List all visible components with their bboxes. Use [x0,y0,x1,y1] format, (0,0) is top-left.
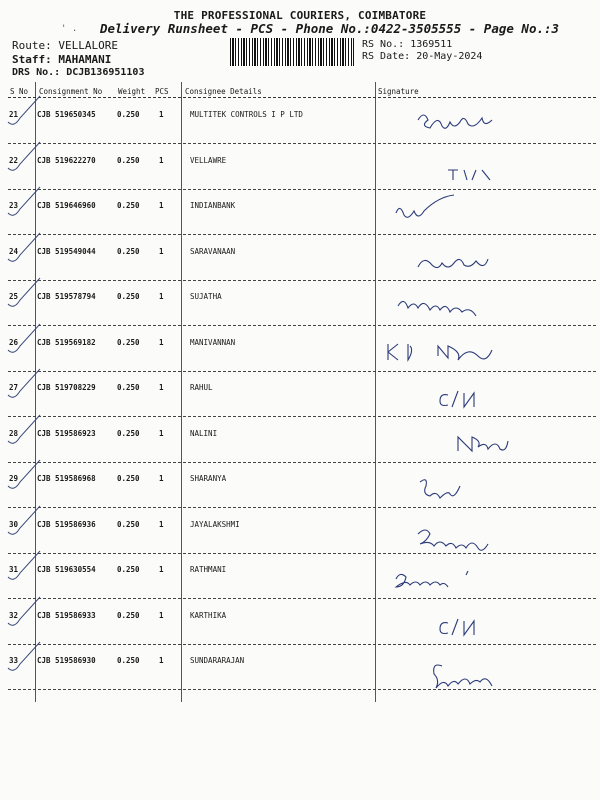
row-consignee: JAYALAKSHMI [190,519,240,529]
rs-date-label: RS Date: [362,51,411,62]
header-signature: Signature [378,87,419,96]
header-pcs: PCS [155,87,169,96]
row-consignment-no: CJB 519622270 [37,155,96,165]
row-weight: 0.250 [117,565,140,574]
staff-value: MAHAMANI [58,53,112,66]
row-weight: 0.250 [117,519,140,529]
row-consignment-no: CJB 519650345 [37,110,96,119]
checkmark-icon [6,638,46,678]
row-sno: 31 [9,565,19,574]
row-consignee: RATHMANI [190,565,227,574]
row-pcs: 1 [159,474,164,483]
rs-date-value: 20-May-2024 [416,51,483,62]
header-consignee: Consignee Details [185,87,262,96]
row-weight: 0.250 [117,610,140,620]
rs-date-line [362,51,482,62]
route-label: Route: [12,39,52,52]
table-row [8,235,596,281]
row-consignment-no: CJB 519630554 [37,565,96,574]
rs-number-label: RS No.: [362,39,405,50]
signature-mark [378,332,588,372]
row-sno: 30 [9,519,19,529]
row-consignee: VELLAWRE [190,155,227,165]
runsheet-subtitle: Delivery Runsheet - PCS - Phone No.:0422-3505555 - Page No.:3 [100,21,560,36]
row-pcs: 1 [159,610,164,620]
table-row [8,189,596,235]
table-row [8,144,596,190]
signature-mark [378,377,588,417]
signature-mark [378,104,588,144]
staff-line [12,53,111,66]
table-row [8,462,596,508]
signature-mark [378,605,588,645]
row-weight: 0.250 [117,428,140,438]
row-sno: 25 [9,292,19,301]
row-consignee: SUJATHA [190,292,222,301]
company-title: THE PROFESSIONAL COURIERS, COIMBATORE [173,9,427,22]
table-row [8,326,596,372]
rs-number-value: 1369511 [410,39,453,50]
table-row [8,280,596,326]
row-sno: 29 [9,474,19,483]
header-consignment: Consignment No [39,87,103,96]
checkmark-icon [6,365,46,405]
signature-mark [378,241,588,281]
row-weight: 0.250 [117,383,140,392]
row-consignment-no: CJB 519569182 [37,337,96,347]
row-sno: 22 [9,155,19,165]
route-value: VELLALORE [58,39,118,52]
table-row [8,371,596,417]
row-consignment-no: CJB 519586923 [37,428,96,438]
header-weight: Weight [118,87,146,96]
row-consignee: INDIANBANK [190,201,236,210]
table-row [8,508,596,554]
signature-mark [378,514,588,554]
table-row [8,553,596,599]
table-row [8,644,596,690]
row-sno: 23 [9,201,19,210]
signature-mark [378,650,588,690]
row-sno: 33 [9,656,19,665]
table-row [8,599,596,645]
row-sno: 32 [9,610,19,620]
header-sno: S No [10,87,29,96]
table-row [8,417,596,463]
row-consignment-no: CJB 519586930 [37,656,96,665]
rs-number-line [362,39,452,50]
checkmark-icon [6,183,46,223]
row-sno: 27 [9,383,19,392]
row-pcs: 1 [159,155,164,165]
row-divider [8,689,596,690]
table-row [8,98,596,144]
row-weight: 0.250 [117,337,140,347]
signature-mark [378,559,588,599]
checkmark-icon [6,593,46,633]
row-consignee: NALINI [190,428,218,438]
signature-mark [378,150,588,190]
row-consignment-no: CJB 519586933 [37,610,96,620]
row-sno: 28 [9,428,19,438]
checkmark-icon [6,547,46,587]
signature-mark [378,468,588,508]
row-sno: 24 [9,246,19,256]
drs-value: DCJB136951103 [66,67,145,78]
stray-marks: ' . [61,24,78,34]
drs-label: DRS No.: [12,67,61,78]
row-consignment-no: CJB 519578794 [37,292,96,301]
checkmark-icon [6,138,46,178]
row-pcs: 1 [159,428,164,438]
row-consignment-no: CJB 519586968 [37,474,96,483]
row-weight: 0.250 [117,201,140,210]
row-weight: 0.250 [117,155,140,165]
row-consignment-no: CJB 519708229 [37,383,96,392]
row-consignee: SUNDARARAJAN [190,656,245,665]
barcode [230,38,354,66]
row-consignment-no: CJB 519646960 [37,201,96,210]
row-consignee: RAHUL [190,383,213,392]
row-pcs: 1 [159,656,164,665]
row-consignee: MANIVANNAN [190,337,236,347]
checkmark-icon [6,411,46,451]
checkmark-icon [6,456,46,496]
signature-mark [378,195,588,235]
drs-line [12,67,144,78]
checkmark-icon [6,229,46,269]
row-consignee: SHARANYA [190,474,227,483]
row-weight: 0.250 [117,110,140,119]
staff-label: Staff: [12,53,52,66]
row-consignee: MULTITEK CONTROLS I P LTD [190,110,303,119]
row-consignment-no: CJB 519549044 [37,246,96,256]
checkmark-icon [6,274,46,314]
signature-mark [378,286,588,326]
row-weight: 0.250 [117,246,140,256]
checkmark-icon [6,502,46,542]
row-pcs: 1 [159,337,164,347]
row-pcs: 1 [159,565,164,574]
row-consignee: SARAVANAAN [190,246,236,256]
row-pcs: 1 [159,292,164,301]
checkmark-icon [6,320,46,360]
row-pcs: 1 [159,110,164,119]
row-pcs: 1 [159,519,164,529]
row-consignee: KARTHIKA [190,610,227,620]
row-weight: 0.250 [117,292,140,301]
row-pcs: 1 [159,383,164,392]
route-line [12,39,118,52]
row-pcs: 1 [159,201,164,210]
checkmark-icon [6,92,46,132]
signature-mark [378,423,588,463]
row-consignment-no: CJB 519586936 [37,519,96,529]
row-sno: 21 [9,110,19,119]
row-pcs: 1 [159,246,164,256]
row-sno: 26 [9,337,19,347]
row-weight: 0.250 [117,656,140,665]
row-weight: 0.250 [117,474,140,483]
